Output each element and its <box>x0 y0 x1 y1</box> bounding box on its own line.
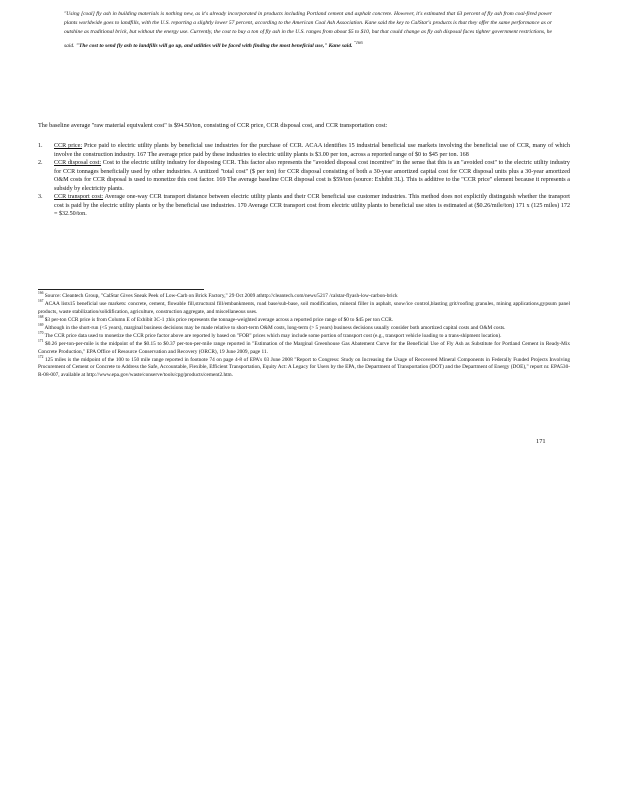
list-term: CCR disposal cost: <box>54 160 102 166</box>
footnote <box>38 354 571 380</box>
footnote-text: $3 per-ton CCR price is from Column E of Exhibit 3C-1 ;this price represents the tonnage-weighted average across a reported price range of $0 to $45 per ton CCR. <box>44 316 394 323</box>
list-number: 3. <box>38 194 43 200</box>
footnote-number: 169 <box>38 323 44 328</box>
quote-footnote-ref: "166 <box>353 39 363 45</box>
list-text: Price paid to electric utility plants by beneficial use industries for the purchase of CCR. ACAA identifies 15 industrial beneficial use markets involving the beneficial use of CCR, many of which involve the construction industry. 167 The average price paid by these industries to electric utility plants is $3.00 per ton, across a reported range of $0 to $45 per ton. 168 <box>54 143 570 158</box>
footnote-separator <box>38 289 204 290</box>
list-text: Cost to the electric utility industry for disposing CCR. This factor also represents the "avoided disposal cost incentive" in the sense that this is an "avoided cost" to the electric utility industry for CCR tonnages beneficially used by other industries. A unitized "total cost" ($ per ton) for CCR disposal consisting of both a 30-year amortized capital cost for CCR disposal units plus a 30-year amortized O&M costs for CCR disposal is used to monetize this cost factor. 169 The average baseline CCR disposal cost is $59/ton (source: Exhibit 3L). This is additive to the "CCR price" element because it represents a subsidy by electricity plants. <box>54 160 570 192</box>
list-item <box>38 142 570 159</box>
footnote-text: Source: Cleantech Group, "CalStar Gives Sneak Peek of Low-Carb on Brick Factory," 29 Oct 2009 athttp://cleantech.com/news/5217 /calstar-flyash-low-carbon-brick <box>44 293 398 299</box>
cost-components-list <box>38 142 570 219</box>
footnote-number: 167 <box>38 299 44 304</box>
footnote-number: 171 <box>38 339 44 344</box>
quote-paragraph <box>64 10 552 51</box>
footnote-number: 170 <box>38 331 44 336</box>
footnote-text: $0.26 per-ton-per-mile is the midpoint of the $0.15 to $0.37 per-ton-per-mile range reported in "Estimation of the Marginal Greenhouse Gas Abatement Curve for the Beneficial Use of Fly Ash as Substitute for Portland Cement in Ready-Mix Concrete Production," EPA Office of Resource Conservation and Recovery (ORCR), 19 June 2009, page 11. <box>38 341 570 355</box>
block-quote <box>64 10 552 51</box>
footnote <box>38 301 570 316</box>
footnote-number: 166 <box>38 291 44 296</box>
footnote-text: Although in the short-run (<5 years), marginal business decisions may be made relative to short-term O&M costs, long-term (> 5 years) business decisions usually consider both amortized capital costs and O&M costs. <box>44 324 506 331</box>
footnote <box>38 341 570 356</box>
list-number: 1. <box>38 143 43 149</box>
footnote-text: The CCR price data used to monetize the CCR price factor above are reported ly based on "FOB" prices which may include some portion of transport cost (e.g., transport vehicle loading to a trans-shipment location). <box>44 332 502 339</box>
list-number: 2. <box>38 160 43 166</box>
quote-bold-text: "The cost to send fly ash to landfills will go up, and utilities will be faced with finding the most beneficial use," Kane said. <box>75 42 353 49</box>
list-term: CCR price: <box>54 143 83 149</box>
footnote-text: ACAA lists15 beneficial use markets: concrete, cement, flowable fill,structural fill/embankments, road base/sub-base, soil modification, mineral filler in asphalt, snow/ice control,blasting grit/roofing granules, mining applications,gypsum panel products, waste stabilization/solidification, agriculture, construction aggregate, and miscellaneous uses. <box>38 301 570 315</box>
list-item <box>38 159 570 193</box>
intro-paragraph: The baseline average "raw material equivalent cost" is $94.50/ton, consisting of CCR price, CCR disposal cost, and CCR transportation cost: <box>38 122 388 129</box>
page-number: 171 <box>536 438 546 445</box>
list-item <box>38 193 570 219</box>
list-text: Average one-way CCR transport distance between electric utility plants and their CCR beneficial use customer industries. This method does not explicitly distinguish whether the transport cost is paid by the electric utility plants or by the beneficial use industries. 170 Average CCR transport cost from electric utility plants to beneficial use sites is estimated at ($0.26/mile/ton) 171 x (125 miles) 172 = $32.50/ton. <box>54 194 570 217</box>
footnote-number: 172 <box>38 354 44 359</box>
footnotes <box>38 293 570 380</box>
quote-text: "Using [coal] fly ash in building materials is nothing new, as it's already incorporated in products including Portland cement and asphalt concrete. However, it's estimated that 63 percent of fly ash from coal-fired power plants worldwide goes to landfills, with the U.S. reporting a slightly lower 57 percent, according to the American Coal Ash Association. Kane said the key to CalStar's products is that they offer the same performance as or outshine as traditional brick, but without the energy use. Currently, the cost to buy a ton of fly ash in the U.S. ranges from about $5 to $10, but that could change as fly ash disposal faces tighter government restrictions, he said. <box>64 11 552 49</box>
list-term: CCR transport cost: <box>54 194 104 200</box>
footnote-text: 125 miles is the midpoint of the 100 to 150 mile range reported in footnote 74 on page 4-8 of EPA's 03 June 2008 "Report to Congress: Study on Increasing the Usage of Recovered Mineral Components in Federally Funded Projects Involving Procurement of Cement or Concrete to Address the Safe, Accountable, Flexible, Efficient Transportation, Equity Act: A Legacy for Users by the EPA, the Department of Transportation (DOT) and the Department of Energy (DOE)," report nr. EPA530-R-08-007, available at http://www.epa.gov/waste/conserve/tools/cpg/products/cement2.htm. <box>38 356 571 378</box>
footnote-number: 168 <box>38 315 44 320</box>
